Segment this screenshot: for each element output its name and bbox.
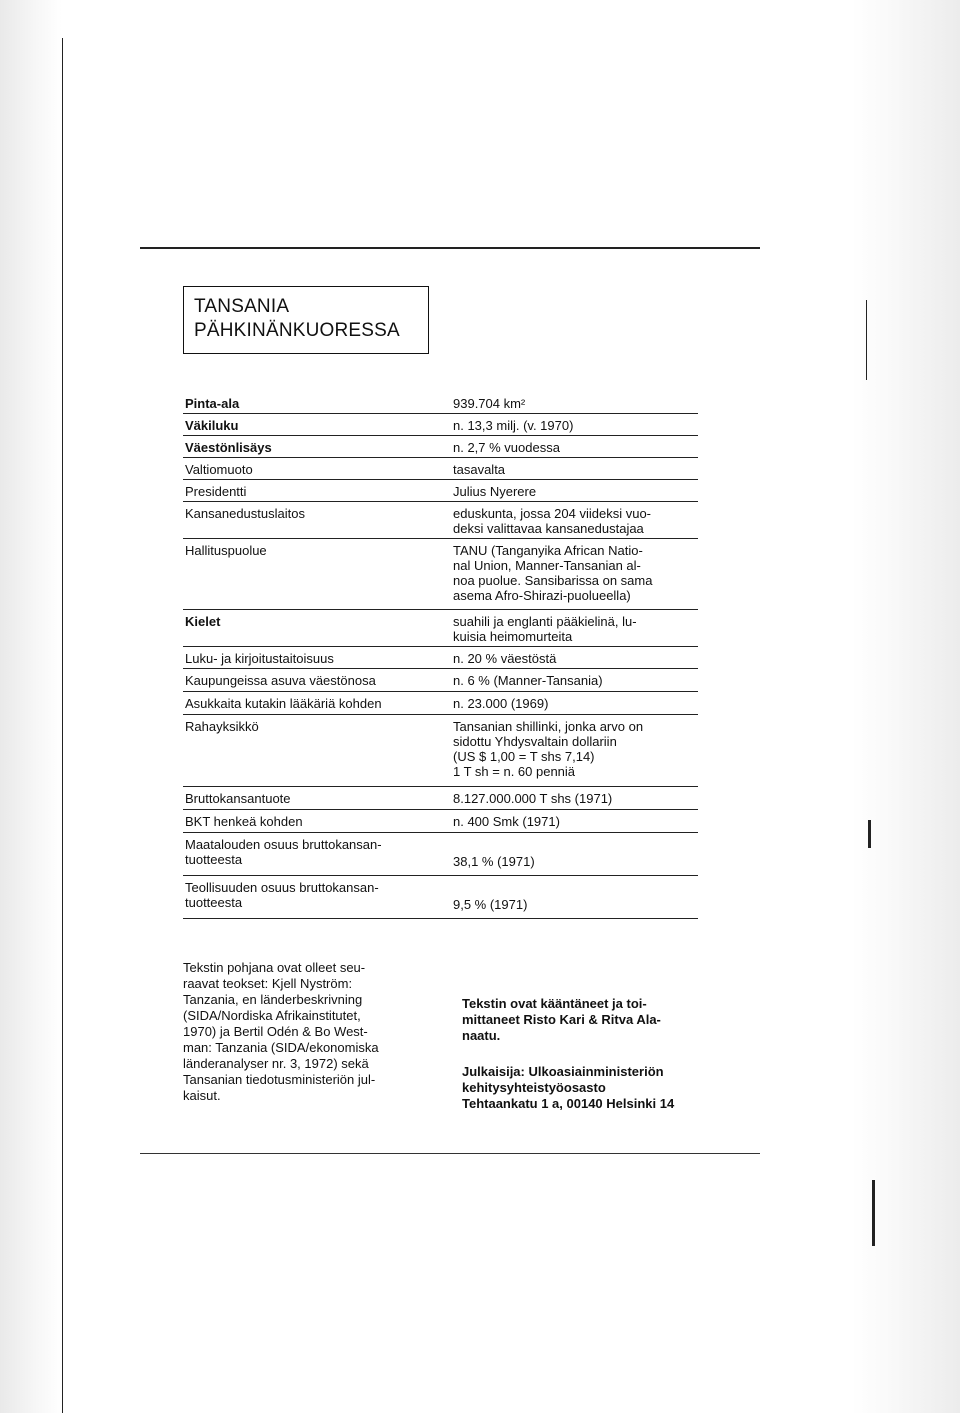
fact-value-line: suahili ja englanti pääkielinä, lu- <box>453 614 637 629</box>
fact-value-line: sidottu Yhdysvaltain dollariin <box>453 734 617 749</box>
page-bottom-rule <box>140 1153 760 1154</box>
fact-row <box>183 876 698 919</box>
fact-value-line: n. 6 % (Manner-Tansania) <box>453 673 603 688</box>
fact-value-line: deksi valittavaa kansanedustajaa <box>453 521 644 536</box>
fact-value-line: Julius Nyerere <box>453 484 537 499</box>
fact-label-line: Kielet <box>185 614 221 629</box>
sources-line: kaisut. <box>183 1088 221 1103</box>
publisher-line: kehitysyhteistyöosasto <box>462 1080 606 1095</box>
sources-line: Tekstin pohjana ovat olleet seu- <box>183 960 366 975</box>
fact-label-line: Bruttokansantuote <box>185 791 291 806</box>
sources-line: Tansanian tiedotusministeriön jul- <box>183 1072 376 1087</box>
publisher-line: Tehtaankatu 1 a, 00140 Helsinki 14 <box>462 1096 675 1111</box>
fact-label <box>183 647 453 668</box>
fact-label <box>183 810 453 832</box>
fact-value <box>453 647 698 668</box>
fact-value <box>453 480 698 501</box>
fact-value <box>453 876 698 918</box>
fact-value-line: Tansanian shillinki, jonka arvo on <box>453 719 644 734</box>
fact-row <box>183 458 698 480</box>
fact-label <box>183 610 453 646</box>
fact-label <box>183 480 453 501</box>
fact-label-line: Luku- ja kirjoitustaitoisuus <box>185 651 334 666</box>
fact-value-line: n. 20 % väestöstä <box>453 651 557 666</box>
fact-value <box>453 502 698 538</box>
fact-label-line: Rahayksikkö <box>185 719 259 734</box>
fact-value <box>453 692 698 714</box>
fact-value <box>453 436 698 457</box>
fact-value <box>453 539 698 609</box>
fact-value <box>453 458 698 479</box>
translators-line: mittaneet Risto Kari & Ritva Ala- <box>462 1012 661 1027</box>
fact-value-line: asema Afro-Shirazi-puolueella) <box>453 588 631 603</box>
fact-value-line: kuisia heimomurteita <box>453 629 573 644</box>
fact-value-line: TANU (Tanganyika African Natio- <box>453 543 643 558</box>
publisher-paragraph <box>462 1064 712 1112</box>
fact-label-line: Väestönlisäys <box>185 440 272 455</box>
fact-label-line: tuotteesta <box>185 852 243 867</box>
credits-column <box>462 996 712 1132</box>
fact-label <box>183 715 453 786</box>
fact-value <box>453 810 698 832</box>
fact-value <box>453 787 698 809</box>
fact-label-line: Kansanedustuslaitos <box>185 506 305 521</box>
fact-label-line: Presidentti <box>185 484 247 499</box>
fact-label <box>183 787 453 809</box>
fact-row <box>183 810 698 833</box>
fact-label <box>183 392 453 413</box>
sources-paragraph <box>183 960 443 1104</box>
fact-value-line: eduskunta, jossa 204 viideksi vuo- <box>453 506 652 521</box>
fact-label-line: Asukkaita kutakin lääkäriä kohden <box>185 696 382 711</box>
fact-value-line: 38,1 % (1971) <box>453 854 535 869</box>
fact-row <box>183 414 698 436</box>
fact-value <box>453 715 698 786</box>
publisher-line: Julkaisija: Ulkoasiainministeriön <box>462 1064 664 1079</box>
fact-value <box>453 610 698 646</box>
fact-value-line: 8.127.000.000 T shs (1971) <box>453 791 613 806</box>
fact-value-line: tasavalta <box>453 462 506 477</box>
sources-line: raavat teokset: Kjell Nyström: <box>183 976 353 991</box>
title-line-1: TANSANIA <box>194 296 290 317</box>
fact-row <box>183 539 698 610</box>
translators-line: naatu. <box>462 1028 501 1043</box>
fact-label <box>183 502 453 538</box>
scan-margin-right <box>852 0 960 1413</box>
sources-line: man: Tanzania (SIDA/ekonomiska <box>183 1040 379 1055</box>
fact-label-line: Kaupungeissa asuva väestönosa <box>185 673 376 688</box>
sources-line: länderanalyser nr. 3, 1972) sekä <box>183 1056 369 1071</box>
title-line-2: PÄHKINÄNKUORESSA <box>194 320 400 341</box>
fact-label <box>183 833 453 875</box>
fact-label-line: Teollisuuden osuus bruttokansan- <box>185 880 379 895</box>
fact-row <box>183 436 698 458</box>
fact-label <box>183 458 453 479</box>
fact-label-line: tuotteesta <box>185 895 243 910</box>
fact-value <box>453 669 698 691</box>
fact-label-line: BKT henkeä kohden <box>185 814 303 829</box>
sources-line: Tanzania, en länderbeskrivning <box>183 992 363 1007</box>
fact-row <box>183 480 698 502</box>
fact-value-line: 9,5 % (1971) <box>453 897 528 912</box>
fact-label <box>183 539 453 609</box>
fact-value-line: n. 13,3 milj. (v. 1970) <box>453 418 574 433</box>
fact-value <box>453 392 698 413</box>
fact-label-line: Maatalouden osuus bruttokansan- <box>185 837 382 852</box>
fact-row <box>183 692 698 715</box>
fact-label-line: Hallituspuolue <box>185 543 267 558</box>
page-edge-line <box>62 38 63 1413</box>
fact-label <box>183 876 453 918</box>
fact-row <box>183 833 698 876</box>
fact-value-line: n. 400 Smk (1971) <box>453 814 560 829</box>
page-top-rule <box>140 247 760 249</box>
fact-label-line: Valtiomuoto <box>185 462 253 477</box>
fact-label-line: Pinta-ala <box>185 396 240 411</box>
fact-row <box>183 669 698 692</box>
fact-label <box>183 436 453 457</box>
fact-value-line: noa puolue. Sansibarissa on sama <box>453 573 653 588</box>
fact-value <box>453 414 698 435</box>
scan-speck <box>868 820 871 848</box>
translators-paragraph <box>462 996 712 1044</box>
fact-row <box>183 392 698 414</box>
fact-value-line: n. 23.000 (1969) <box>453 696 549 711</box>
sources-line: 1970) ja Bertil Odén & Bo West- <box>183 1024 368 1039</box>
fact-row <box>183 610 698 647</box>
fact-row <box>183 502 698 539</box>
fact-label <box>183 692 453 714</box>
fact-value-line: 1 T sh = n. 60 penniä <box>453 764 576 779</box>
scan-speck <box>866 300 867 380</box>
fact-value-line: nal Union, Manner-Tansanian al- <box>453 558 641 573</box>
fact-value-line: n. 2,7 % vuodessa <box>453 440 560 455</box>
fact-label-line: Väkiluku <box>185 418 239 433</box>
fact-value-line: 939.704 km² <box>453 396 526 411</box>
fact-value <box>453 833 698 875</box>
fact-label <box>183 669 453 691</box>
fact-value-line: (US $ 1,00 = T shs 7,14) <box>453 749 595 764</box>
fact-row <box>183 787 698 810</box>
scan-margin-left <box>0 0 62 1413</box>
facts-table <box>183 392 698 919</box>
sources-line: (SIDA/Nordiska Afrikainstitutet, <box>183 1008 361 1023</box>
scan-speck <box>872 1180 875 1246</box>
fact-row <box>183 647 698 669</box>
fact-label <box>183 414 453 435</box>
fact-row <box>183 715 698 787</box>
translators-line: Tekstin ovat kääntäneet ja toi- <box>462 996 647 1011</box>
title-box <box>183 286 429 354</box>
